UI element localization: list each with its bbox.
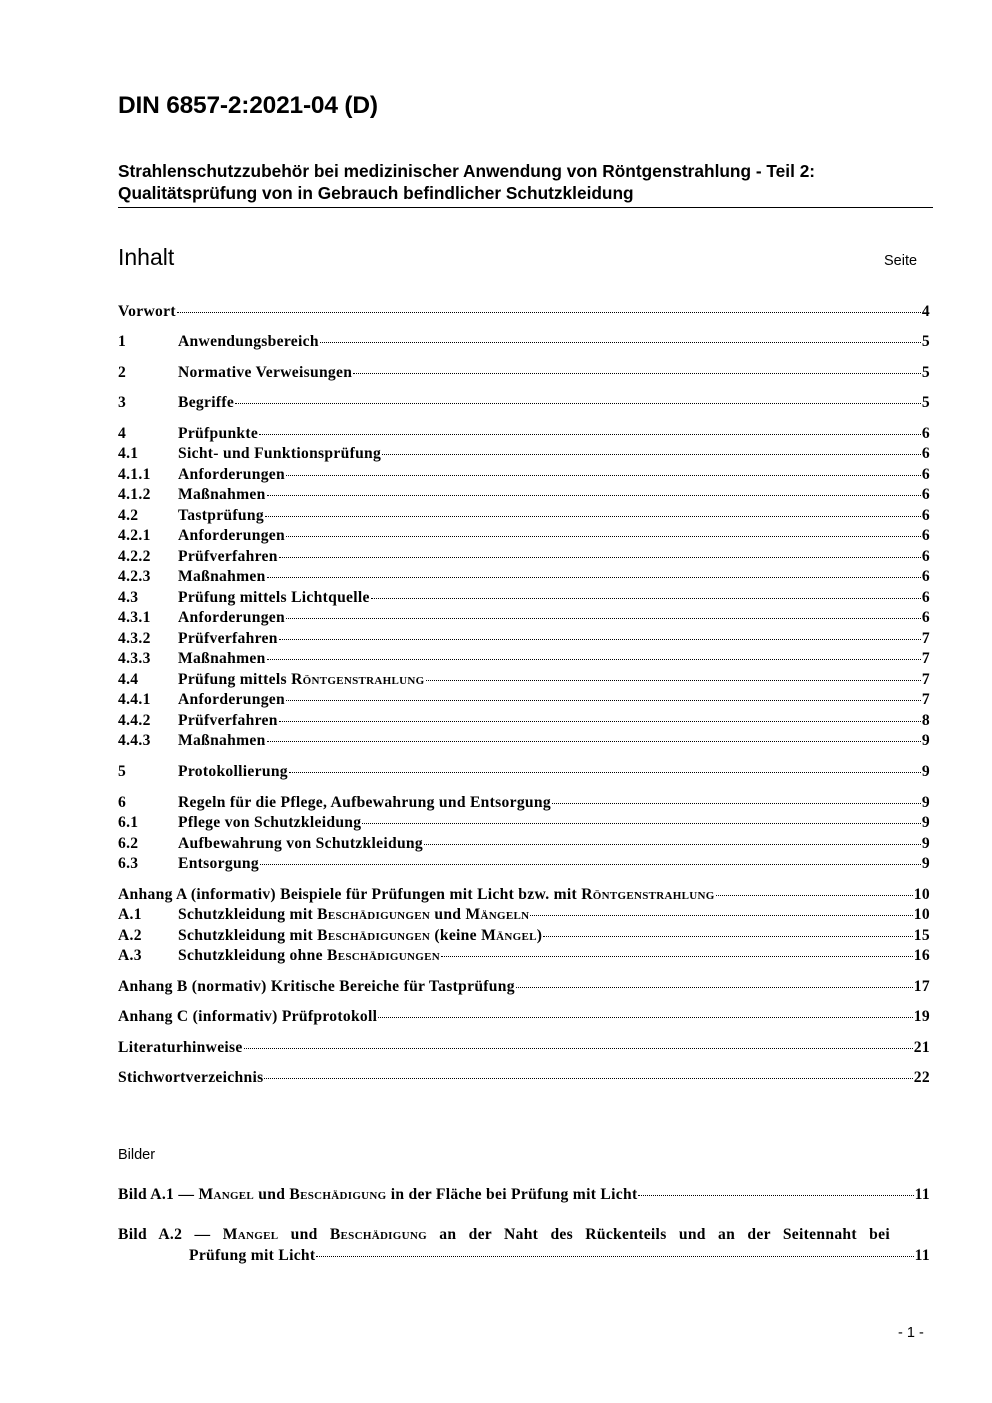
toc-entry[interactable] [118, 507, 930, 527]
toc-entry-number: 5 [118, 763, 127, 780]
toc-entry[interactable] [118, 763, 930, 783]
toc-entry[interactable] [118, 445, 930, 465]
toc-entry-number: 4.4 [118, 671, 139, 688]
toc-leader [279, 720, 921, 722]
document-title-line-1: Strahlenschutzzubehör bei medizinischer Anwendung von Röntgenstrahlung - Teil 2: [118, 161, 816, 181]
toc-entry-page: 8 [921, 712, 930, 729]
toc-entry-number: 4.1.1 [118, 466, 151, 483]
toc-entry-title: Schutzkleidung ohne Beschädigungen [178, 947, 441, 964]
toc-entry-number: 6.3 [118, 855, 139, 872]
toc-leader [530, 914, 912, 916]
toc-entry-number: 3 [118, 394, 127, 411]
toc-entry-number: 4.3 [118, 589, 139, 606]
toc-entry[interactable] [118, 814, 930, 834]
toc-entry-number: 4.1.2 [118, 486, 151, 503]
toc-entry[interactable] [118, 394, 930, 414]
toc-entry-number: A.3 [118, 947, 142, 964]
toc-leader [362, 822, 921, 824]
toc-entry[interactable] [118, 303, 930, 323]
toc-leader [279, 556, 921, 558]
toc-entry[interactable] [118, 927, 930, 947]
toc-leader [716, 894, 913, 896]
toc-entry-page: 21 [913, 1039, 930, 1056]
toc-entry-title: Aufbewahrung von Schutzkleidung [178, 835, 424, 852]
toc-entry-title: Maßnahmen [178, 650, 266, 667]
toc-entry-title: Anwendungsbereich [178, 333, 319, 350]
toc-entry[interactable] [118, 794, 930, 814]
toc-entry-number: 2 [118, 364, 127, 381]
toc-entry-number: 6.2 [118, 835, 139, 852]
toc-leader [267, 740, 921, 742]
figure-entry[interactable] [118, 1226, 890, 1244]
toc-entry-page: 6 [921, 445, 930, 462]
toc-leader [382, 453, 921, 455]
toc-entry-number: 4.2.2 [118, 548, 151, 565]
toc-entry[interactable] [118, 1039, 930, 1059]
toc-entry-title: Prüfverfahren [178, 712, 278, 729]
toc-entry[interactable] [118, 978, 930, 998]
toc-entry-page: 10 [913, 906, 930, 923]
toc-leader [552, 802, 921, 804]
toc-leader [426, 679, 921, 681]
toc-entry-title: Schutzkleidung mit Beschädigungen und Mängeln [178, 906, 530, 923]
toc-leader [320, 341, 921, 343]
toc-entry-number: 4.4.1 [118, 691, 151, 708]
toc-entry-page: 9 [921, 835, 930, 852]
toc-leader [279, 638, 921, 640]
toc-leader [259, 433, 921, 435]
toc-entry-page: 6 [921, 568, 930, 585]
toc-entry-title: Schutzkleidung mit Beschädigungen (keine Mängel) [178, 927, 543, 944]
toc-entry-number: 4.1 [118, 445, 139, 462]
toc-entry-title: Anforderungen [178, 691, 285, 708]
toc-entry-title: Anforderungen [178, 466, 285, 483]
toc-entry-page: 5 [921, 394, 930, 411]
toc-entry[interactable] [118, 589, 930, 609]
toc-entry[interactable] [118, 650, 930, 670]
toc-leader [235, 402, 921, 404]
toc-entry-page: 9 [921, 732, 930, 749]
toc-entry-title: Prüfverfahren [178, 548, 278, 565]
toc-entry-number: 4 [118, 425, 127, 442]
toc-entry[interactable] [118, 732, 930, 752]
toc-entry-number: 1 [118, 333, 127, 350]
toc-entry[interactable] [118, 712, 930, 732]
toc-entry[interactable] [118, 333, 930, 353]
toc-entry[interactable] [118, 568, 930, 588]
toc-entry-title: Stichwortverzeichnis [118, 1069, 264, 1086]
toc-entry-title: Maßnahmen [178, 568, 266, 585]
toc-entry-title: Regeln für die Pflege, Aufbewahrung und Entsorgung [178, 794, 551, 811]
toc-entry-title: Normative Verweisungen [178, 364, 353, 381]
toc-entry[interactable] [118, 1008, 930, 1028]
toc-leader [286, 535, 921, 537]
toc-entry-number: A.1 [118, 906, 142, 923]
toc-entry-title: Prüfverfahren [178, 630, 278, 647]
toc-entry-number: 4.2.1 [118, 527, 151, 544]
toc-leader [424, 843, 921, 845]
toc-leader [267, 576, 921, 578]
toc-entry-title: Anforderungen [178, 527, 285, 544]
toc-entry-title: Literaturhinweise [118, 1039, 243, 1056]
toc-entry-page: 7 [921, 691, 930, 708]
toc-entry[interactable] [118, 1069, 930, 1089]
toc-entry-page: 9 [921, 814, 930, 831]
toc-entry[interactable] [118, 548, 930, 568]
toc-entry-page: 22 [913, 1069, 930, 1086]
toc-entry-title: Maßnahmen [178, 732, 266, 749]
page-number: - 1 - [898, 1325, 924, 1341]
toc-entry-page: 7 [921, 671, 930, 688]
toc-entry-title: Anhang A (informativ) Beispiele für Prüfungen mit Licht bzw. mit Röntgenstrahlung [118, 886, 715, 903]
toc-entry-page: 19 [913, 1008, 930, 1025]
toc-entry-page: 6 [921, 527, 930, 544]
toc-entry-number: 4.3.1 [118, 609, 151, 626]
toc-entry-title: Pflege von Schutzkleidung [178, 814, 362, 831]
toc-leader [371, 597, 921, 599]
toc-entry-page: 4 [921, 303, 930, 320]
document-number: DIN 6857-2:2021-04 (D) [118, 92, 378, 119]
toc-entry-page: 6 [921, 507, 930, 524]
toc-leader [289, 771, 921, 773]
toc-entry-page: 16 [913, 947, 930, 964]
toc-entry-title: Anforderungen [178, 609, 285, 626]
toc-entry-page: 9 [921, 855, 930, 872]
figure-entry-title-cont: Prüfung mit Licht [189, 1247, 316, 1264]
toc-leader [244, 1047, 913, 1049]
toc-entry-page: 17 [913, 978, 930, 995]
figures-heading: Bilder [118, 1147, 156, 1163]
toc-entry[interactable] [118, 364, 930, 384]
figure-entry-title: Bild A.2 — Mangel und Beschädigung an der Naht des Rückenteils und an der Seitennaht bei [118, 1226, 890, 1243]
toc-entry-title: Begriffe [178, 394, 235, 411]
toc-entry-number: 6.1 [118, 814, 139, 831]
contents-heading: Inhalt [118, 244, 175, 270]
toc-leader [267, 494, 921, 496]
toc-entry-title: Vorwort [118, 303, 176, 320]
toc-entry-title: Prüfung mittels Röntgenstrahlung [178, 671, 425, 688]
figure-entry[interactable] [118, 1186, 930, 1204]
toc-entry-title: Maßnahmen [178, 486, 266, 503]
toc-leader [378, 1016, 913, 1018]
toc-entry-title: Prüfpunkte [178, 425, 259, 442]
toc-leader [638, 1194, 913, 1196]
toc-entry-page: 6 [921, 548, 930, 565]
toc-entry-number: A.2 [118, 927, 142, 944]
toc-entry-number: 4.2 [118, 507, 139, 524]
toc-entry-page: 9 [921, 763, 930, 780]
toc-entry-page: 6 [921, 466, 930, 483]
toc-entry-title: Anhang B (normativ) Kritische Bereiche für Tastprüfung [118, 978, 515, 995]
toc-entry-title: Tastprüfung [178, 507, 264, 524]
toc-entry-page: 6 [921, 589, 930, 606]
toc-leader [264, 1077, 912, 1079]
toc-entry-page: 6 [921, 425, 930, 442]
toc-entry[interactable] [118, 671, 930, 691]
toc-entry-title: Anhang C (informativ) Prüfprotokoll [118, 1008, 378, 1025]
toc-entry[interactable] [118, 527, 930, 547]
page-column-label: Seite [884, 253, 918, 269]
toc-entry-page: 15 [913, 927, 930, 944]
toc-entry-number: 4.4.2 [118, 712, 151, 729]
toc-entry-title: Prüfung mittels Lichtquelle [178, 589, 370, 606]
toc-leader [353, 372, 921, 374]
toc-entry-title: Entsorgung [178, 855, 259, 872]
toc-leader [441, 955, 913, 957]
toc-entry-number: 4.4.3 [118, 732, 151, 749]
toc-entry[interactable] [118, 947, 930, 967]
figure-entry-page: 11 [914, 1186, 930, 1203]
figure-entry-continuation[interactable] [189, 1247, 930, 1265]
toc-entry-page: 10 [913, 886, 930, 903]
toc-leader [543, 935, 913, 937]
toc-entry-number: 6 [118, 794, 127, 811]
toc-entry[interactable] [118, 630, 930, 650]
toc-leader [265, 515, 921, 517]
figure-entry-page: 11 [914, 1247, 930, 1264]
toc-leader [267, 658, 921, 660]
toc-entry[interactable] [118, 425, 930, 445]
toc-entry-page: 6 [921, 486, 930, 503]
toc-entry-page: 9 [921, 794, 930, 811]
document-title [118, 160, 933, 208]
toc-entry-page: 7 [921, 630, 930, 647]
figure-entry-title: Bild A.1 — Mangel und Beschädigung in der Fläche bei Prüfung mit Licht [118, 1186, 638, 1203]
toc-entry-page: 6 [921, 609, 930, 626]
toc-leader [516, 986, 913, 988]
toc-leader [286, 474, 921, 476]
toc-entry-title: Protokollierung [178, 763, 288, 780]
toc-leader [177, 311, 921, 313]
toc-entry-number: 4.3.3 [118, 650, 151, 667]
toc-entry-title: Sicht- und Funktionsprüfung [178, 445, 382, 462]
toc-entry-number: 4.3.2 [118, 630, 151, 647]
toc-entry[interactable] [118, 486, 930, 506]
toc-entry[interactable] [118, 466, 930, 486]
toc-entry[interactable] [118, 886, 930, 906]
toc-entry[interactable] [118, 906, 930, 926]
toc-leader [316, 1255, 913, 1257]
toc-entry-page: 5 [921, 333, 930, 350]
toc-leader [286, 617, 921, 619]
toc-entry-number: 4.2.3 [118, 568, 151, 585]
toc-leader [260, 863, 921, 865]
toc-entry-page: 5 [921, 364, 930, 381]
toc-entry[interactable] [118, 691, 930, 711]
toc-leader [286, 699, 921, 701]
toc-entry-page: 7 [921, 650, 930, 667]
toc-entry[interactable] [118, 835, 930, 855]
document-title-line-2: Qualitätsprüfung von in Gebrauch befindlicher Schutzkleidung [118, 183, 634, 203]
toc-entry[interactable] [118, 609, 930, 629]
toc-entry[interactable] [118, 855, 930, 875]
